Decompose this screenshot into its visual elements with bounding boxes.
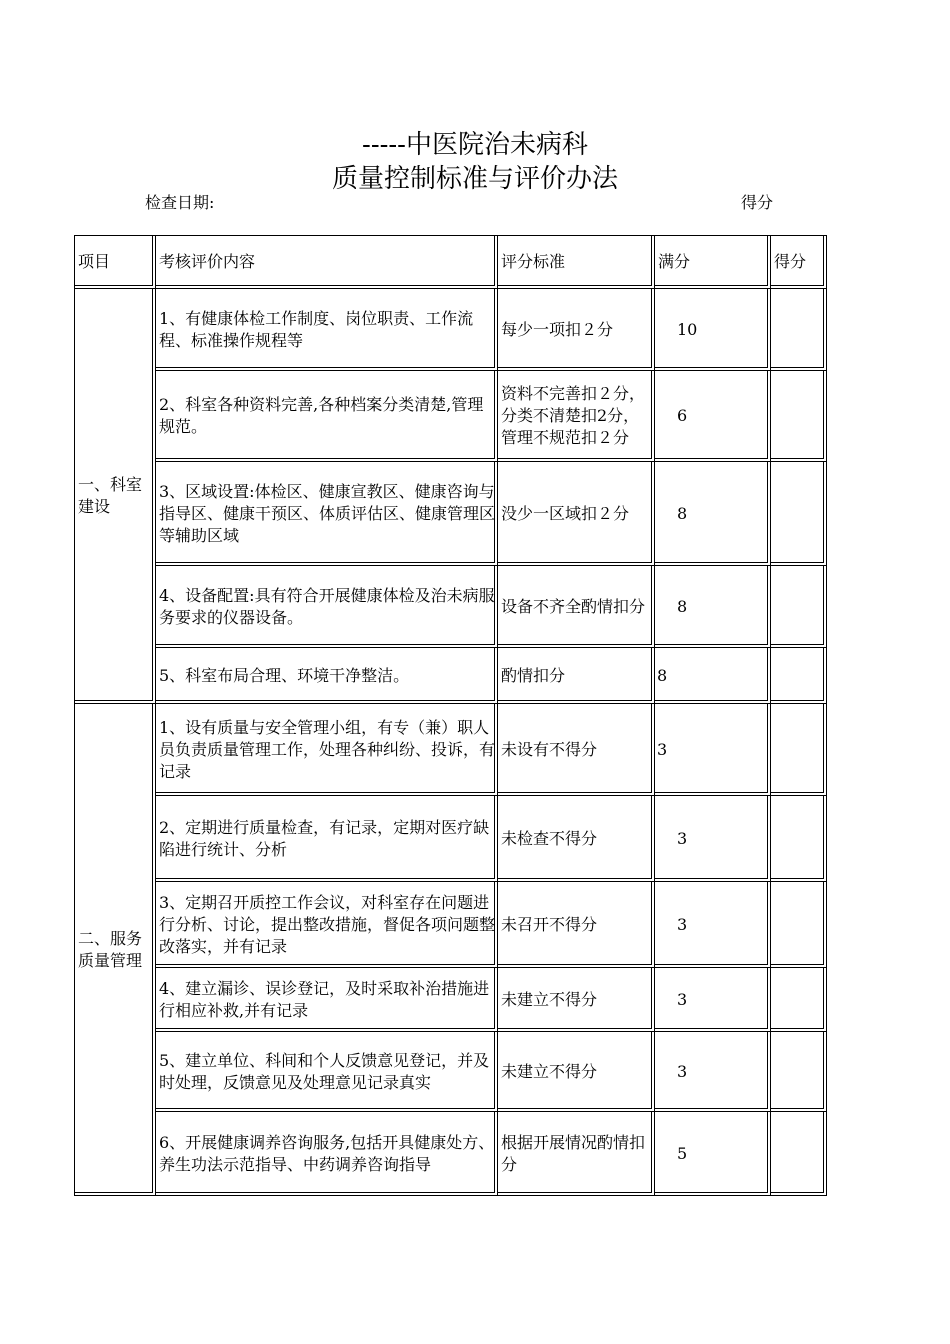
score-cell[interactable] xyxy=(771,371,827,462)
content-cell: 2、定期进行质量检查，有记录，定期对医疗缺陷进行统计、分析 xyxy=(156,796,498,882)
score-cell[interactable] xyxy=(771,462,827,566)
table-row xyxy=(75,566,827,648)
score-cell[interactable] xyxy=(771,648,827,704)
score-cell[interactable] xyxy=(771,289,827,371)
document-title-line2: 质量控制标准与评价办法 xyxy=(331,164,618,194)
content-cell: 1、有健康体检工作制度、岗位职责、工作流程、标准操作规程等 xyxy=(156,289,498,371)
full-score-cell: 8 xyxy=(655,566,771,648)
content-cell: 3、区域设置:体检区、健康宣教区、健康咨询与指导区、健康干预区、体质评估区、健康管理区等辅助区域 xyxy=(156,462,498,566)
column-header-standard: 评分标准 xyxy=(498,236,655,289)
table-row xyxy=(75,882,827,968)
standard-cell: 酌情扣分 xyxy=(498,648,655,704)
table-row xyxy=(75,704,827,796)
standard-cell: 根据开展情况酌情扣分 xyxy=(498,1112,655,1196)
category-cell: 一、科室建设 xyxy=(75,289,156,704)
content-cell: 2、科室各种资料完善,各种档案分类清楚,管理规范。 xyxy=(156,371,498,462)
column-header-item: 项目 xyxy=(75,236,156,289)
table-row xyxy=(75,648,827,704)
content-cell: 4、设备配置:具有符合开展健康体检及治未病服务要求的仪器设备。 xyxy=(156,566,498,648)
table-row xyxy=(75,371,827,462)
score-cell[interactable] xyxy=(771,882,827,968)
score-cell[interactable] xyxy=(771,1112,827,1196)
document-title-line1: -----中医院治未病科 xyxy=(362,130,588,160)
score-cell[interactable] xyxy=(771,968,827,1032)
score-cell[interactable] xyxy=(771,566,827,648)
standard-cell: 没少一区域扣２分 xyxy=(498,462,655,566)
table-header-row xyxy=(75,236,827,289)
content-cell: 3、定期召开质控工作会议，对科室存在问题进行分析、讨论，提出整改措施，督促各项问题整改落实，并有记录 xyxy=(156,882,498,968)
standard-cell: 每少一项扣２分 xyxy=(498,289,655,371)
column-header-score: 得分 xyxy=(771,236,827,289)
full-score-cell: 3 xyxy=(655,704,771,796)
full-score-cell: 3 xyxy=(655,882,771,968)
standard-cell: 资料不完善扣２分，分类不清楚扣2分，管理不规范扣２分 xyxy=(498,371,655,462)
total-score-label: 得分 xyxy=(741,193,774,212)
table-row xyxy=(75,462,827,566)
score-cell[interactable] xyxy=(771,796,827,882)
standard-cell: 未设有不得分 xyxy=(498,704,655,796)
full-score-cell: 3 xyxy=(655,796,771,882)
table-row xyxy=(75,1032,827,1112)
table-row xyxy=(75,1112,827,1196)
content-cell: 1、设有质量与安全管理小组，有专（兼）职人员负责质量管理工作，处理各种纠纷、投诉，有记录 xyxy=(156,704,498,796)
full-score-cell: 8 xyxy=(655,462,771,566)
score-cell[interactable] xyxy=(771,704,827,796)
table-row xyxy=(75,796,827,882)
content-cell: 5、建立单位、科间和个人反馈意见登记，并及时处理，反馈意见及处理意见记录真实 xyxy=(156,1032,498,1112)
score-cell[interactable] xyxy=(771,1032,827,1112)
table-row xyxy=(75,289,827,371)
evaluation-table xyxy=(74,235,827,1196)
full-score-cell: 6 xyxy=(655,371,771,462)
standard-cell: 未建立不得分 xyxy=(498,968,655,1032)
content-cell: 6、开展健康调养咨询服务,包括开具健康处方、养生功法示范指导、中药调养咨询指导 xyxy=(156,1112,498,1196)
standard-cell: 未召开不得分 xyxy=(498,882,655,968)
standard-cell: 未检查不得分 xyxy=(498,796,655,882)
column-header-content: 考核评价内容 xyxy=(156,236,498,289)
standard-cell: 设备不齐全酌情扣分 xyxy=(498,566,655,648)
column-header-full-score: 满分 xyxy=(655,236,771,289)
full-score-cell: 10 xyxy=(655,289,771,371)
full-score-cell: 8 xyxy=(655,648,771,704)
full-score-cell: 3 xyxy=(655,1032,771,1112)
content-cell: 5、科室布局合理、环境干净整洁。 xyxy=(156,648,498,704)
full-score-cell: 5 xyxy=(655,1112,771,1196)
full-score-cell: 3 xyxy=(655,968,771,1032)
standard-cell: 未建立不得分 xyxy=(498,1032,655,1112)
category-cell: 二、服务质量管理 xyxy=(75,704,156,1196)
inspection-date-label: 检查日期: xyxy=(145,193,215,212)
table-row xyxy=(75,968,827,1032)
content-cell: 4、建立漏诊、误诊登记，及时采取补治措施进行相应补救,并有记录 xyxy=(156,968,498,1032)
